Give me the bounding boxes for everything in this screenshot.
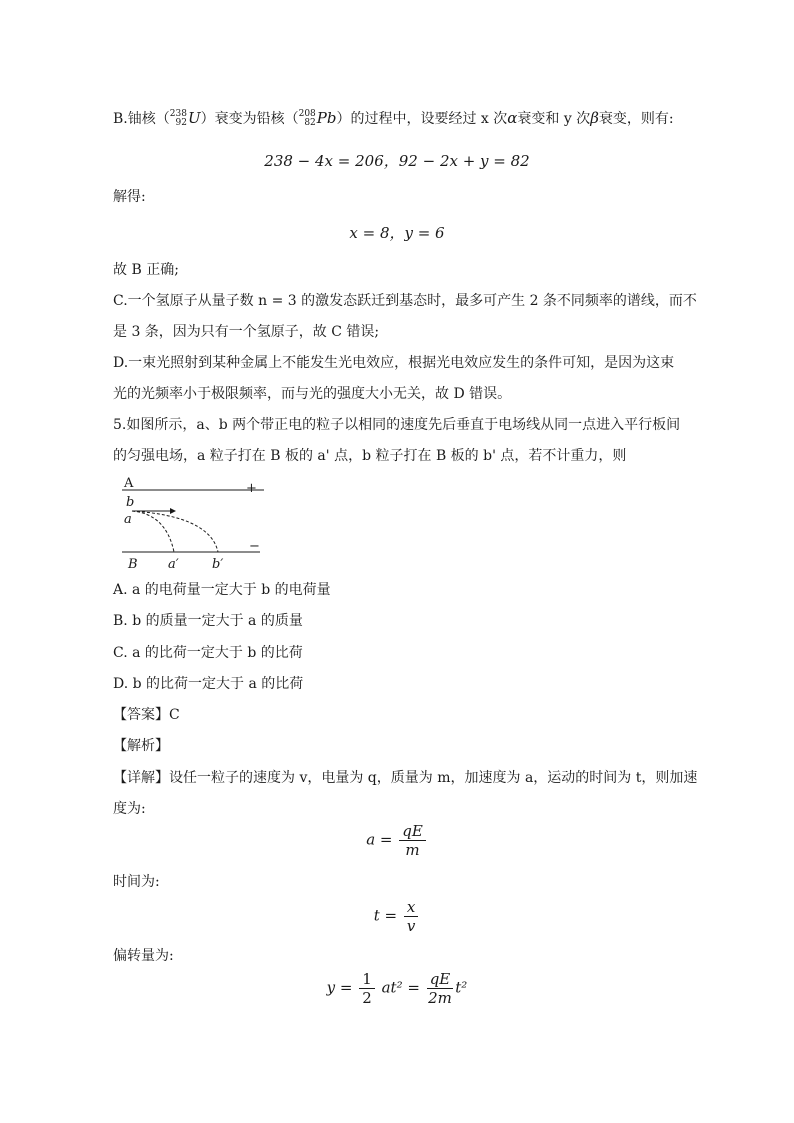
formula-lhs: a =	[366, 830, 393, 849]
fraction: $\frac{x}{v}$	[404, 898, 418, 935]
formula-lhs: y =	[326, 978, 353, 997]
plate-b-label: B	[128, 557, 138, 572]
b-explanation-line	[113, 108, 674, 129]
formula-lhs: t =	[373, 906, 398, 925]
trajectory-a	[132, 511, 174, 552]
d-explanation-line-2: 光的光频率小于极限频率，而与光的强度大小无关，故 D 错误。	[113, 386, 512, 402]
lead-isotope-notation: 208 82	[298, 109, 316, 128]
formula-tail: t²	[455, 978, 468, 997]
c-explanation-line-2: 是 3 条，因为只有一个氢原子，故 C 错误;	[113, 324, 380, 340]
formula-time	[0, 898, 794, 935]
uranium-isotope-notation: 238 92	[169, 109, 187, 128]
deflection-label: 偏转量为:	[113, 948, 174, 964]
time-label: 时间为:	[113, 874, 160, 890]
option-a: A. a 的电荷量一定大于 b 的电荷量	[113, 582, 331, 598]
text-span: ）衰变为铅核（	[200, 111, 299, 127]
uranium-symbol: U	[187, 109, 201, 127]
particle-b-label: b	[126, 495, 135, 510]
minus-sign: −	[249, 539, 260, 554]
fraction-qe-2m: $\frac{qE}{2m}$	[428, 970, 452, 1007]
option-c: C. a 的比荷一定大于 b 的比荷	[113, 645, 303, 661]
fraction: $\frac{qE}{m}$	[399, 822, 426, 859]
plus-sign: +	[246, 481, 257, 496]
point-b-prime-label: b′	[212, 557, 224, 572]
analysis-heading: 【解析】	[113, 738, 169, 754]
option-b: B. b 的质量一定大于 a 的质量	[113, 613, 303, 629]
solve-label: 解得:	[113, 189, 146, 205]
particle-a-label: a	[124, 512, 132, 527]
fraction-half: $\frac{1}{2}$	[359, 970, 375, 1007]
option-d: D. b 的比荷一定大于 a 的比荷	[113, 676, 304, 692]
text-span: B.铀核（	[113, 111, 170, 127]
trajectory-b	[132, 511, 218, 552]
equation-solution: x = 8，y = 6	[349, 224, 445, 242]
text-span: ）的过程中，设要经过 x 次	[336, 111, 508, 127]
text-span: 衰变和 y 次	[517, 111, 591, 127]
point-a-prime-label: a′	[168, 557, 179, 572]
c-explanation-line-1: C.一个氢原子从量子数 n = 3 的激发态跃迁到基态时，最多可产生 2 条不同频率的谱线，而不	[113, 293, 697, 309]
formula-acceleration	[0, 822, 794, 859]
text-span: 衰变，则有:	[598, 111, 674, 127]
question-5-line-1: 5.如图所示，a、b 两个带正电的粒子以相同的速度先后垂直于电场线从同一点进入平行板间	[113, 417, 681, 433]
beta-symbol: β	[590, 109, 599, 127]
formula-deflection	[0, 970, 794, 1007]
equation-decay: 238 − 4x = 206，92 − 2x + y = 82	[264, 152, 530, 170]
question-5-line-2: 的匀强电场，a 粒子打在 B 板的 a' 点，b 粒子打在 B 板的 b' 点，若不计重力，则	[113, 448, 627, 464]
formula-middle: at² =	[381, 978, 420, 997]
parallel-plate-diagram	[118, 476, 268, 572]
lead-symbol: Pb	[316, 109, 337, 127]
plate-a-label: A	[124, 476, 134, 491]
answer-line: 【答案】C	[113, 707, 180, 723]
detail-line-2: 度为:	[113, 801, 146, 817]
alpha-symbol: α	[507, 109, 518, 127]
d-explanation-line-1: D.一束光照射到某种金属上不能发生光电效应，根据光电效应发生的条件可知，是因为这束	[113, 355, 675, 371]
detail-line-1: 【详解】设任一粒子的速度为 v，电量为 q，质量为 m，加速度为 a，运动的时间为 t，则加速	[113, 770, 698, 786]
velocity-arrow-head	[170, 508, 176, 514]
b-conclusion: 故 B 正确;	[113, 262, 179, 278]
